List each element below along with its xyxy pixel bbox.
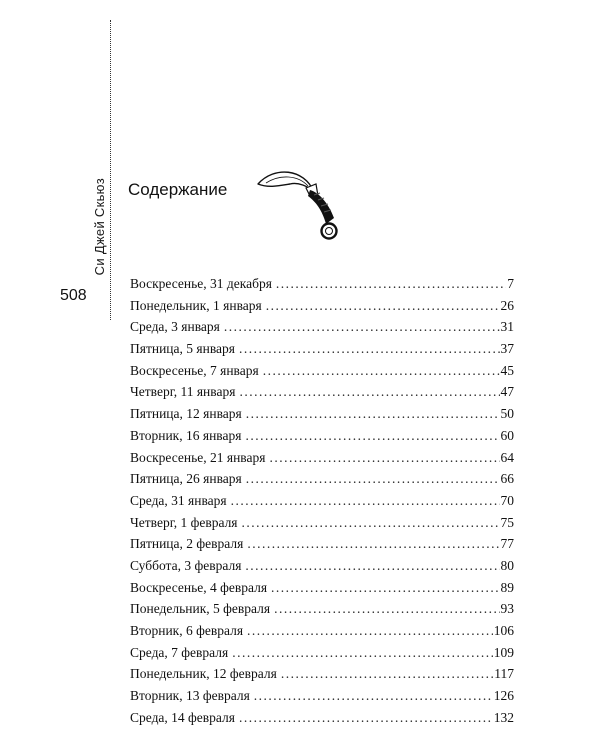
toc-entry <box>130 558 514 580</box>
toc-entry <box>130 471 514 493</box>
toc-entry-label: Вторник, 6 февраля <box>130 623 244 638</box>
karambit-knife-icon <box>252 162 347 247</box>
toc-entry <box>130 536 514 558</box>
running-head <box>88 20 110 275</box>
toc-list <box>130 276 514 731</box>
toc-entry <box>130 406 514 428</box>
toc-dot-leader <box>239 710 493 726</box>
toc-entry-page: 60 <box>500 427 514 443</box>
toc-dot-leader <box>263 363 500 379</box>
toc-entry <box>130 580 514 602</box>
toc-dot-leader <box>245 428 499 444</box>
toc-entry-page: 64 <box>500 449 514 465</box>
toc-entry <box>130 493 514 515</box>
toc-entry-page: 77 <box>500 536 514 552</box>
toc-entry-label: Воскресенье, 7 января <box>130 362 259 378</box>
toc-entry-page: 50 <box>500 406 514 422</box>
toc-entry-label: Пятница, 12 января <box>130 406 242 422</box>
toc-entry-page: 26 <box>500 297 514 313</box>
toc-dot-leader <box>269 450 499 466</box>
page-number: 508 <box>60 287 87 304</box>
toc-entry-page: 47 <box>500 384 514 400</box>
toc-entry-page: 89 <box>500 579 514 595</box>
toc-dot-leader <box>281 666 493 682</box>
toc-entry <box>130 666 514 688</box>
toc-entry-label: Воскресенье, 31 декабря <box>130 276 272 291</box>
toc-entry-label: Пятница, 2 февраля <box>130 536 244 552</box>
toc-dot-leader <box>247 623 493 639</box>
toc-dot-leader <box>224 319 500 335</box>
toc-entry <box>130 298 514 320</box>
toc-entry-page: 117 <box>494 666 514 682</box>
toc-dot-leader <box>245 558 499 574</box>
toc-dot-leader <box>247 536 499 552</box>
toc-dot-leader <box>276 276 506 292</box>
toc-entry-label: Понедельник, 5 февраля <box>130 601 271 617</box>
toc-entry-page: 80 <box>500 557 514 573</box>
toc-entry-label: Воскресенье, 4 февраля <box>130 579 268 595</box>
toc-entry <box>130 688 514 710</box>
toc-entry-label: Среда, 31 января <box>130 492 227 508</box>
toc-entry <box>130 623 514 645</box>
toc-entry-label: Пятница, 5 января <box>130 341 235 357</box>
toc-dot-leader <box>254 688 493 704</box>
toc-entry-label: Четверг, 11 января <box>130 384 236 400</box>
toc-entry-page: 31 <box>500 319 514 335</box>
toc-entry-label: Вторник, 13 февраля <box>130 688 250 704</box>
toc-entry <box>130 363 514 385</box>
running-head-dotted-rule <box>110 20 111 320</box>
toc-entry-page: 70 <box>500 492 514 508</box>
toc-dot-leader <box>271 580 499 596</box>
toc-entry-label: Воскресенье, 21 января <box>130 449 266 465</box>
toc-entry-page: 7 <box>507 276 514 291</box>
toc-dot-leader <box>232 645 493 661</box>
running-head-text: Си Джей Скьюз <box>91 177 107 275</box>
toc-entry-page: 93 <box>500 601 514 617</box>
toc-entry-label: Четверг, 1 февраля <box>130 514 238 530</box>
toc-entry <box>130 341 514 363</box>
toc-entry <box>130 515 514 537</box>
toc-entry-page: 132 <box>493 709 514 725</box>
toc-entry-page: 75 <box>500 514 514 530</box>
toc-dot-leader <box>274 601 499 617</box>
toc-dot-leader <box>246 406 500 422</box>
toc-entry-page: 66 <box>500 471 514 487</box>
toc-dot-leader <box>231 493 500 509</box>
toc-entry <box>130 450 514 472</box>
toc-dot-leader <box>239 341 500 357</box>
toc-entry-label: Суббота, 3 февраля <box>130 557 242 573</box>
toc-entry-page: 109 <box>493 644 514 660</box>
toc-dot-leader <box>242 515 500 531</box>
toc-entry <box>130 710 514 732</box>
toc-entry <box>130 428 514 450</box>
toc-entry-label: Понедельник, 1 января <box>130 297 262 313</box>
toc-entry <box>130 319 514 341</box>
toc-dot-leader <box>246 471 500 487</box>
toc-title: Содержание <box>128 180 228 199</box>
toc-entry-label: Понедельник, 12 февраля <box>130 666 277 682</box>
toc-entry <box>130 276 514 298</box>
toc-dot-leader <box>239 384 499 400</box>
toc-entry-label: Среда, 14 февраля <box>130 709 235 725</box>
toc-entry-label: Вторник, 16 января <box>130 427 242 443</box>
toc-entry-label: Среда, 3 января <box>130 319 220 335</box>
toc-entry <box>130 384 514 406</box>
toc-entry-label: Среда, 7 февраля <box>130 644 229 660</box>
toc-dot-leader <box>266 298 500 314</box>
toc-entry-page: 126 <box>493 688 514 704</box>
toc-entry-page: 45 <box>500 362 514 378</box>
toc-entry <box>130 601 514 623</box>
toc-entry-page: 106 <box>493 623 514 638</box>
toc-entry-label: Пятница, 26 января <box>130 471 242 487</box>
toc-entry <box>130 645 514 667</box>
toc-entry-page: 37 <box>500 341 514 357</box>
